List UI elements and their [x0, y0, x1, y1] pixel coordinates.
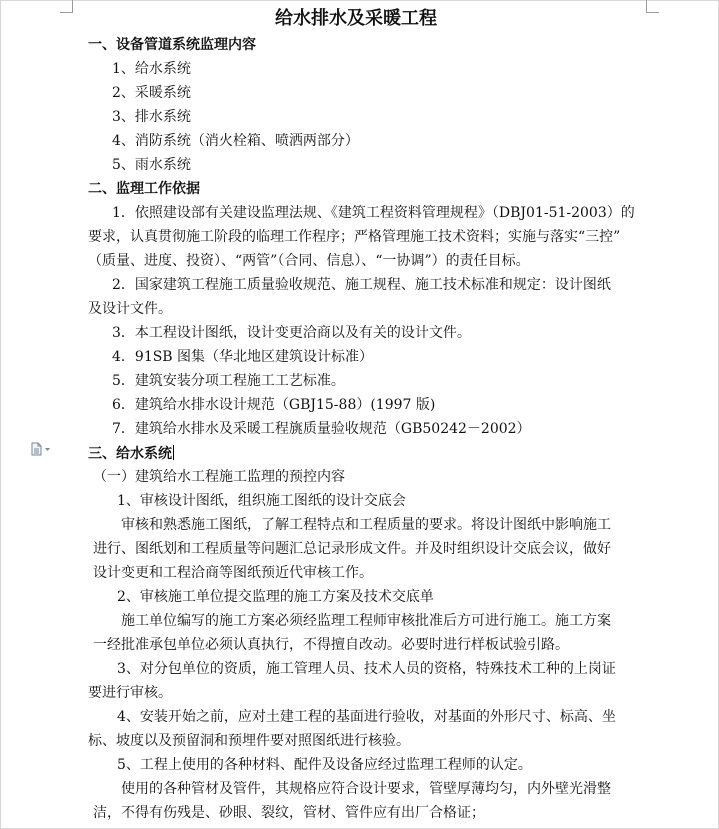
paragraph-line: 洁，不得有伤残是、砂眼、裂纹，管材、管件应有出厂合格证； — [93, 805, 485, 821]
crop-mark-left — [60, 0, 73, 13]
paragraph-line: 及设计文件。 — [88, 301, 172, 317]
paragraph-line: 3．本工程设计图纸，设计变更洽商以及有关的设计文件。 — [112, 325, 471, 341]
paragraph-line: 进行、图纸划和工程质量等问题汇总记录形成文件。并及时组织设计交底会议，做好 — [93, 541, 611, 557]
paragraph-line: 7．建筑给水排水及采暖工程旐质量验收规范（GB50242－2002） — [112, 421, 531, 437]
paragraph-line: 一经批准承包单位必须认真执行，不得擅自改动。必要时进行样板试验引路。 — [93, 637, 569, 653]
paragraph-line: 1、审核设计图纸，组织施工图纸的设计交底会 — [117, 493, 406, 509]
paragraph-line: 2．国家建筑工程施工质量验收规范、施工规程、施工技术标准和规定：设计图纸 — [112, 277, 611, 293]
crop-mark-right — [646, 0, 659, 13]
paragraph-line: 要求，认真贯彻施工阶段的临理工作程序；严格管理施工技术资料；实施与落实“三控” — [88, 229, 621, 245]
list-item: 4、消防系统（消火栓箱、喷洒两部分） — [112, 133, 359, 149]
paragraph-line: 2、审核施工单位提交监理的施工方案及技术交底单 — [117, 589, 434, 605]
subsection-heading: （一）建筑给水工程施工监理的预控内容 — [93, 469, 345, 485]
paragraph-line: 审核和熟悉施工图纸，了解工程特点和工程质量的要求。将设计图纸中影响施工 — [121, 517, 611, 533]
paragraph-line: 3、对分包单位的资质，施工管理人员、技术人员的资格，特殊技术工种的上岗证 — [117, 661, 616, 677]
paragraph-line: 5、工程上使用的各种材料、配件及设备应经过监理工程师的认定。 — [117, 757, 532, 773]
paragraph-line: 要进行审核。 — [88, 685, 172, 701]
paragraph-line: 施工单位编写的施工方案必须经监理工程师审核批准后方可进行施工。施工方案 — [121, 613, 611, 629]
paragraph-line: （质量、进度、投资）、“两管”（合同、信息）、“一协调”）的责任目标。 — [88, 253, 530, 269]
section-heading-1: 一、设备管道系统监理内容 — [88, 37, 256, 53]
paragraph-line: 1．依照建设部有关建设监理法规、《建筑工程资料管理规程》（DBJ01-51-2003）的 — [112, 205, 635, 221]
section-heading-3-text: 三、给水系统 — [88, 446, 172, 462]
paragraph-line: 6．建筑给水排水设计规范（GBJ15-88）(1997 版) — [112, 397, 436, 413]
list-item: 5、雨水系统 — [112, 157, 191, 173]
list-item: 3、排水系统 — [112, 109, 191, 125]
paragraph-line: 4．91SB 图集（华北地区建筑设计标准） — [112, 349, 374, 365]
section-heading-2: 二、监理工作依据 — [88, 181, 200, 197]
paragraph-line: 5．建筑安装分项工程施工工艺标准。 — [112, 373, 345, 389]
text-cursor — [173, 445, 174, 460]
document-title: 给水排水及采暖工程 — [275, 8, 437, 29]
paragraph-line: 标、坡度以及预留洞和预埋件要对照图纸进行核验。 — [88, 733, 410, 749]
paragraph-line: 使用的各种管材及管件，其规格应符合设计要求，管壁厚薄均匀，内外壁光滑整 — [121, 781, 611, 797]
list-item: 1、给水系统 — [112, 61, 191, 77]
list-item: 2、采暖系统 — [112, 85, 191, 101]
paragraph-line: 设计变更和工程洽商等图纸预近代审核工作。 — [93, 565, 373, 581]
section-heading-3 — [88, 445, 174, 462]
paragraph-line: 4、安装开始之前，应对土建工程的基面进行验收，对基面的外形尺寸、标高、坐 — [117, 709, 616, 725]
paste-options-icon[interactable] — [30, 441, 52, 455]
